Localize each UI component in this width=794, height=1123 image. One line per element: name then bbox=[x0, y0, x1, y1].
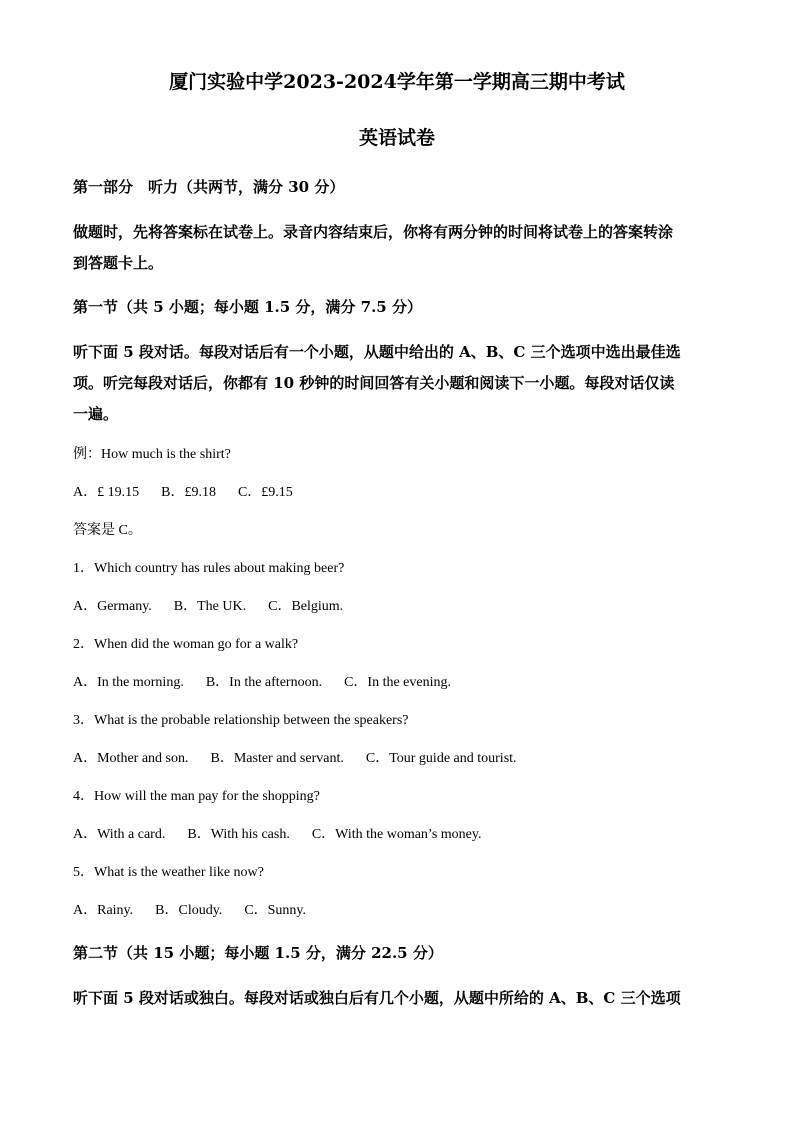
question-3: 3．What is the probable relationship between the speakers? bbox=[73, 713, 409, 728]
example-question: 例：How much is the shirt? bbox=[73, 447, 231, 462]
question-2-option-a: A．In the morning. bbox=[73, 675, 184, 690]
question-3-options bbox=[73, 750, 723, 768]
section2-heading: 第二节（共 15 小题；每小题 1.5 分，满分 22.5 分） bbox=[73, 944, 443, 962]
example-options bbox=[73, 484, 723, 502]
question-2: 2．When did the woman go for a walk? bbox=[73, 637, 299, 652]
question-4-option-c: C．With the woman’s money. bbox=[311, 827, 482, 842]
question-4-option-a: A．With a card. bbox=[73, 827, 166, 842]
question-5-options bbox=[73, 902, 723, 920]
section1-instruction-line3: 一遍。 bbox=[73, 405, 119, 423]
example-option-c: C．£9.15 bbox=[237, 485, 293, 500]
question-3-option-c: C．Tour guide and tourist. bbox=[365, 751, 517, 766]
question-1: 1．Which country has rules about making beer? bbox=[73, 561, 345, 576]
section1-instruction-line2: 项。听完每段对话后，你都有 10 秒钟的时间回答有关小题和阅读下一小题。每段对话仅读 bbox=[73, 374, 675, 392]
exam-title: 厦门实验中学2023-2024学年第一学期高三期中考试 bbox=[169, 71, 625, 93]
question-5-option-c: C．Sunny. bbox=[244, 903, 307, 918]
part1-instruction-line1: 做题时，先将答案标在试卷上。录音内容结束后，你将有两分钟的时间将试卷上的答案转涂 bbox=[73, 223, 674, 241]
question-1-option-a: A．Germany. bbox=[73, 599, 152, 614]
example-option-b: B．£9.18 bbox=[161, 485, 216, 500]
part1-instruction-line2: 到答题卡上。 bbox=[73, 254, 164, 272]
section1-heading: 第一节（共 5 小题；每小题 1.5 分，满分 7.5 分） bbox=[73, 298, 422, 316]
question-4-options bbox=[73, 826, 723, 844]
section2-instruction-line1: 听下面 5 段对话或独白。每段对话或独白后有几个小题，从题中所给的 A、B、C 三个选项 bbox=[73, 989, 681, 1007]
question-2-options bbox=[73, 674, 723, 692]
question-4-option-b: B．With his cash. bbox=[187, 827, 290, 842]
question-1-option-b: B．The UK. bbox=[173, 599, 247, 614]
question-2-option-c: C．In the evening. bbox=[344, 675, 451, 690]
question-5-option-a: A．Rainy. bbox=[73, 903, 134, 918]
part1-heading: 第一部分 听力（共两节，满分 30 分） bbox=[73, 178, 345, 196]
section1-instruction-line1: 听下面 5 段对话。每段对话后有一个小题，从题中给出的 A、B、C 三个选项中选出最佳选 bbox=[73, 343, 681, 361]
question-5-option-b: B．Cloudy. bbox=[155, 903, 223, 918]
example-option-a: A．£ 19.15 bbox=[73, 485, 140, 500]
example-answer: 答案是 C。 bbox=[73, 523, 142, 538]
question-4: 4．How will the man pay for the shopping? bbox=[73, 789, 320, 804]
question-2-option-b: B．In the afternoon. bbox=[205, 675, 323, 690]
question-1-option-c: C．Belgium. bbox=[268, 599, 344, 614]
question-5: 5．What is the weather like now? bbox=[73, 865, 264, 880]
question-3-option-a: A．Mother and son. bbox=[73, 751, 189, 766]
question-1-options bbox=[73, 598, 723, 616]
exam-subtitle: 英语试卷 bbox=[358, 127, 435, 149]
question-3-option-b: B．Master and servant. bbox=[210, 751, 344, 766]
